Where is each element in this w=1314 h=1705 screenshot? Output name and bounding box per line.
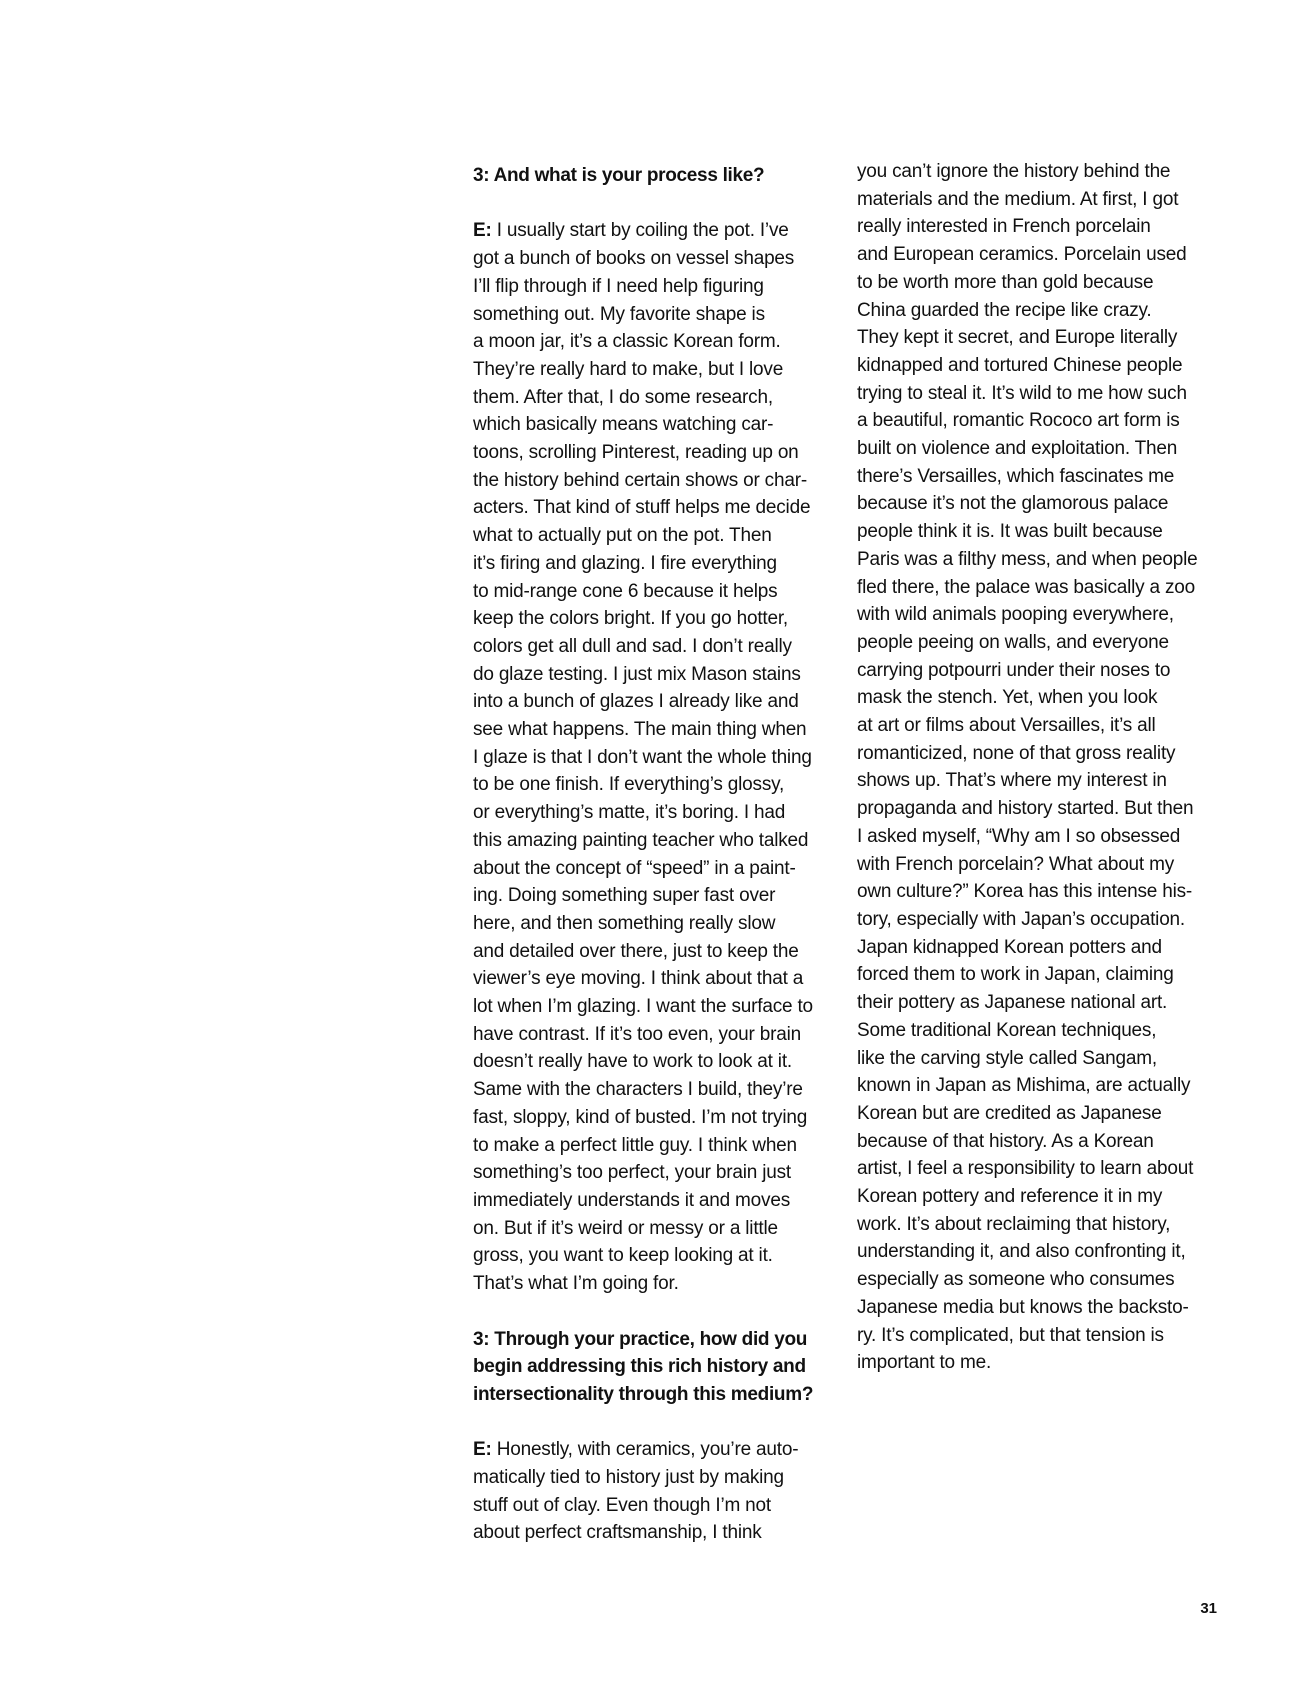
answer-line: own culture?” Korea has this intense his- bbox=[857, 881, 1193, 903]
answer-line: or everything’s matte, it’s boring. I had bbox=[473, 802, 786, 824]
answer-first-line-text: I usually start by coiling the pot. I’ve bbox=[491, 220, 789, 242]
paragraph-gap bbox=[473, 1298, 845, 1326]
answer-line: into a bunch of glazes I already like and bbox=[473, 691, 799, 713]
answer-line: have contrast. If it’s too even, your brain bbox=[473, 1023, 801, 1045]
answer-line: at art or films about Versailles, it’s all bbox=[857, 715, 1156, 737]
answer-first-line bbox=[473, 217, 845, 245]
answer-line: to be one finish. If everything’s glossy, bbox=[473, 774, 785, 796]
answer-line: which basically means watching car- bbox=[473, 414, 774, 436]
answer-line: what to actually put on the pot. Then bbox=[473, 525, 772, 547]
answer-line: shows up. That’s where my interest in bbox=[857, 770, 1167, 792]
answer-line: fled there, the palace was basically a zoo bbox=[857, 576, 1196, 598]
answer-line: mask the stench. Yet, when you look bbox=[857, 687, 1158, 709]
question-line: 3: And what is your process like? bbox=[473, 165, 765, 186]
answer-line: acters. That kind of stuff helps me decide bbox=[473, 497, 811, 519]
answer-line: work. It’s about reclaiming that history, bbox=[857, 1213, 1171, 1235]
answer-line: about perfect craftsmanship, I think bbox=[473, 1522, 762, 1544]
answer-line: a moon jar, it’s a classic Korean form. bbox=[473, 331, 781, 353]
answer-line: and detailed over there, just to keep the bbox=[473, 940, 799, 962]
answer-line: I’ll flip through if I need help figuring bbox=[473, 275, 764, 297]
answer-line: viewer’s eye moving. I think about that a bbox=[473, 968, 804, 990]
answer-line: and European ceramics. Porcelain used bbox=[857, 244, 1187, 266]
answer-line: That’s what I’m going for. bbox=[473, 1273, 679, 1295]
speaker-label: E: bbox=[473, 1439, 492, 1461]
answer-practice bbox=[473, 1436, 845, 1547]
answer-line: artist, I feel a responsibility to learn about bbox=[857, 1158, 1194, 1180]
answer-line: Paris was a filthy mess, and when people bbox=[857, 548, 1198, 570]
answer-line: something out. My favorite shape is bbox=[473, 303, 765, 325]
answer-line: really interested in French porcelain bbox=[857, 216, 1151, 238]
answer-line: because it’s not the glamorous palace bbox=[857, 493, 1169, 515]
answer-line: romanticized, none of that gross reality bbox=[857, 742, 1176, 764]
paragraph-gap bbox=[473, 1409, 845, 1437]
answer-line: kidnapped and tortured Chinese people bbox=[857, 354, 1183, 376]
answer-line: it’s firing and glazing. I fire everything bbox=[473, 552, 777, 574]
answer-line: important to me. bbox=[857, 1352, 992, 1374]
answer-line: people think it is. It was built because bbox=[857, 521, 1163, 543]
answer-line: especially as someone who consumes bbox=[857, 1269, 1175, 1291]
answer-line: people peeing on walls, and everyone bbox=[857, 631, 1169, 653]
answer-line: keep the colors bright. If you go hotter, bbox=[473, 608, 788, 630]
question-process bbox=[473, 162, 845, 190]
answer-line: with wild animals pooping everywhere, bbox=[857, 604, 1174, 626]
answer-line: there’s Versailles, which fascinates me bbox=[857, 465, 1175, 487]
answer-line: known in Japan as Mishima, are actually bbox=[857, 1075, 1191, 1097]
answer-line: Korean pottery and reference it in my bbox=[857, 1186, 1163, 1208]
question-line: begin addressing this rich history and bbox=[473, 1356, 806, 1378]
answer-line: Some traditional Korean techniques, bbox=[857, 1019, 1157, 1041]
answer-line: their pottery as Japanese national art. bbox=[857, 992, 1168, 1014]
answer-process bbox=[473, 217, 845, 1297]
answer-line: I glaze is that I don’t want the whole thing bbox=[473, 746, 812, 768]
answer-line: stuff out of clay. Even though I’m not bbox=[473, 1494, 771, 1516]
answer-line: a beautiful, romantic Rococo art form is bbox=[857, 410, 1180, 432]
answer-line: to mid-range cone 6 because it helps bbox=[473, 580, 778, 602]
answer-line: Japan kidnapped Korean potters and bbox=[857, 936, 1162, 958]
speaker-label: E: bbox=[473, 220, 492, 242]
answer-line: to make a perfect little guy. I think when bbox=[473, 1134, 797, 1156]
answer-line: them. After that, I do some research, bbox=[473, 386, 773, 408]
page-number: 31 bbox=[1200, 1600, 1217, 1617]
answer-line: see what happens. The main thing when bbox=[473, 719, 807, 741]
answer-line: something’s too perfect, your brain just bbox=[473, 1162, 791, 1184]
answer-line: materials and the medium. At first, I got bbox=[857, 188, 1179, 210]
answer-line: ing. Doing something super fast over bbox=[473, 885, 776, 907]
question-line: intersectionality through this medium? bbox=[473, 1383, 814, 1405]
answer-line: immediately understands it and moves bbox=[473, 1190, 791, 1211]
answer-line: They kept it secret, and Europe literally bbox=[857, 327, 1178, 349]
answer-line: this amazing painting teacher who talked bbox=[473, 829, 809, 851]
question-line: 3: Through your practice, how did you bbox=[473, 1328, 808, 1350]
answer-line: the history behind certain shows or char- bbox=[473, 469, 807, 491]
answer-line: Korean but are credited as Japanese bbox=[857, 1102, 1162, 1124]
left-column bbox=[473, 162, 845, 1547]
answer-line: China guarded the recipe like crazy. bbox=[857, 299, 1152, 321]
answer-line: gross, you want to keep looking at it. bbox=[473, 1245, 773, 1267]
answer-line: understanding it, and also confronting it, bbox=[857, 1241, 1186, 1263]
answer-line: I asked myself, “Why am I so obsessed bbox=[857, 825, 1181, 847]
answer-first-line-text: Honestly, with ceramics, you’re auto- bbox=[491, 1439, 799, 1461]
answer-line: got a bunch of books on vessel shapes bbox=[473, 248, 795, 270]
answer-line: ry. It’s complicated, but that tension is bbox=[857, 1324, 1164, 1346]
answer-line: about the concept of “speed” in a paint- bbox=[473, 857, 796, 879]
answer-line: matically tied to history just by making bbox=[473, 1467, 784, 1488]
answer-line: on. But if it’s weird or messy or a little bbox=[473, 1217, 778, 1239]
answer-line: you can’t ignore the history behind the bbox=[857, 161, 1171, 182]
answer-line: because of that history. As a Korean bbox=[857, 1130, 1154, 1152]
answer-line: doesn’t really have to work to look at it. bbox=[473, 1051, 792, 1073]
answer-line: lot when I’m glazing. I want the surface to bbox=[473, 996, 813, 1018]
answer-line: fast, sloppy, kind of busted. I’m not trying bbox=[473, 1106, 808, 1128]
answer-line: like the carving style called Sangam, bbox=[857, 1047, 1157, 1069]
answer-line: toons, scrolling Pinterest, reading up on bbox=[473, 442, 799, 464]
answer-line: to be worth more than gold because bbox=[857, 271, 1154, 293]
question-practice bbox=[473, 1326, 845, 1409]
answer-line: here, and then something really slow bbox=[473, 912, 776, 934]
right-column bbox=[857, 158, 1229, 1377]
answer-line: with French porcelain? What about my bbox=[857, 853, 1175, 875]
answer-line: tory, especially with Japan’s occupation. bbox=[857, 908, 1186, 930]
answer-line: trying to steal it. It’s wild to me how such bbox=[857, 382, 1187, 404]
answer-line: built on violence and exploitation. Then bbox=[857, 438, 1178, 460]
answer-line: They’re really hard to make, but I love bbox=[473, 358, 784, 380]
answer-first-line bbox=[473, 1436, 845, 1464]
answer-line: do glaze testing. I just mix Mason stains bbox=[473, 663, 801, 685]
answer-line: Japanese media but knows the backsto- bbox=[857, 1296, 1189, 1318]
answer-line: forced them to work in Japan, claiming bbox=[857, 964, 1174, 986]
answer-line: carrying potpourri under their noses to bbox=[857, 659, 1171, 681]
answer-line: colors get all dull and sad. I don’t really bbox=[473, 635, 792, 657]
answer-line: propaganda and history started. But then bbox=[857, 798, 1194, 820]
paragraph-gap bbox=[473, 190, 845, 218]
answer-line: Same with the characters I build, they’re bbox=[473, 1079, 803, 1101]
